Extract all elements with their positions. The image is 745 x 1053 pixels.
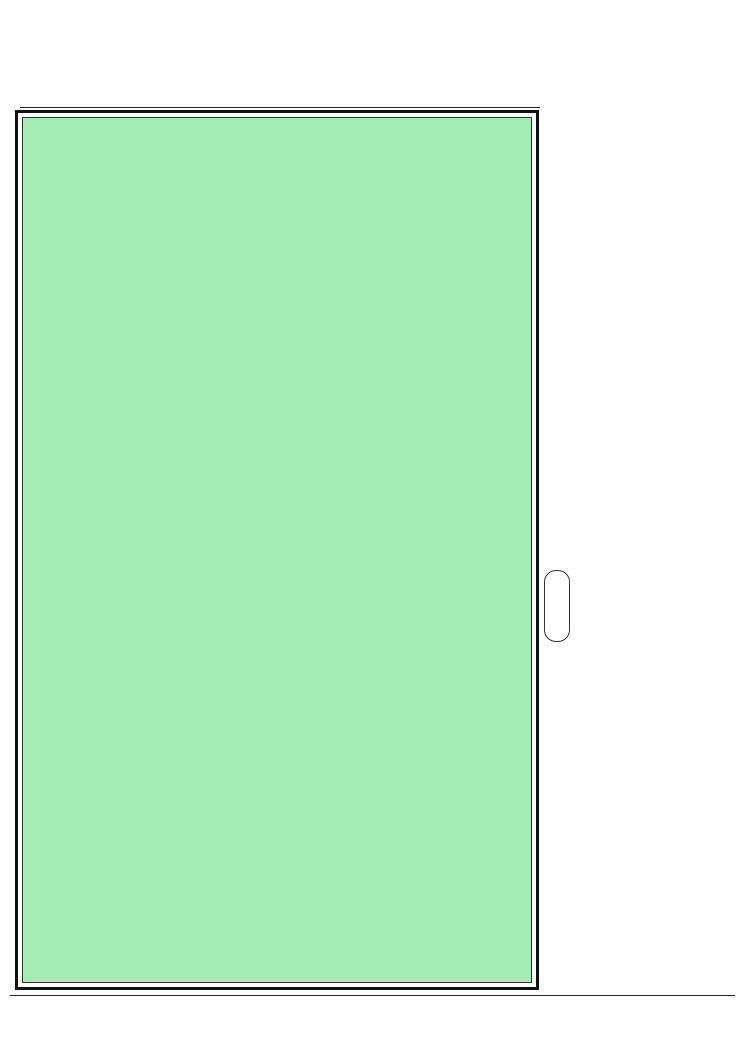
top-commentary: [10, 4, 735, 84]
verse-panel: [15, 110, 539, 990]
page-header: [20, 87, 540, 108]
margin-markers: [544, 110, 570, 990]
side-commentary: [572, 110, 737, 990]
bottom-commentary: [10, 995, 735, 1052]
verse-panel-inner: [22, 117, 532, 983]
juz-marker: [544, 570, 570, 642]
